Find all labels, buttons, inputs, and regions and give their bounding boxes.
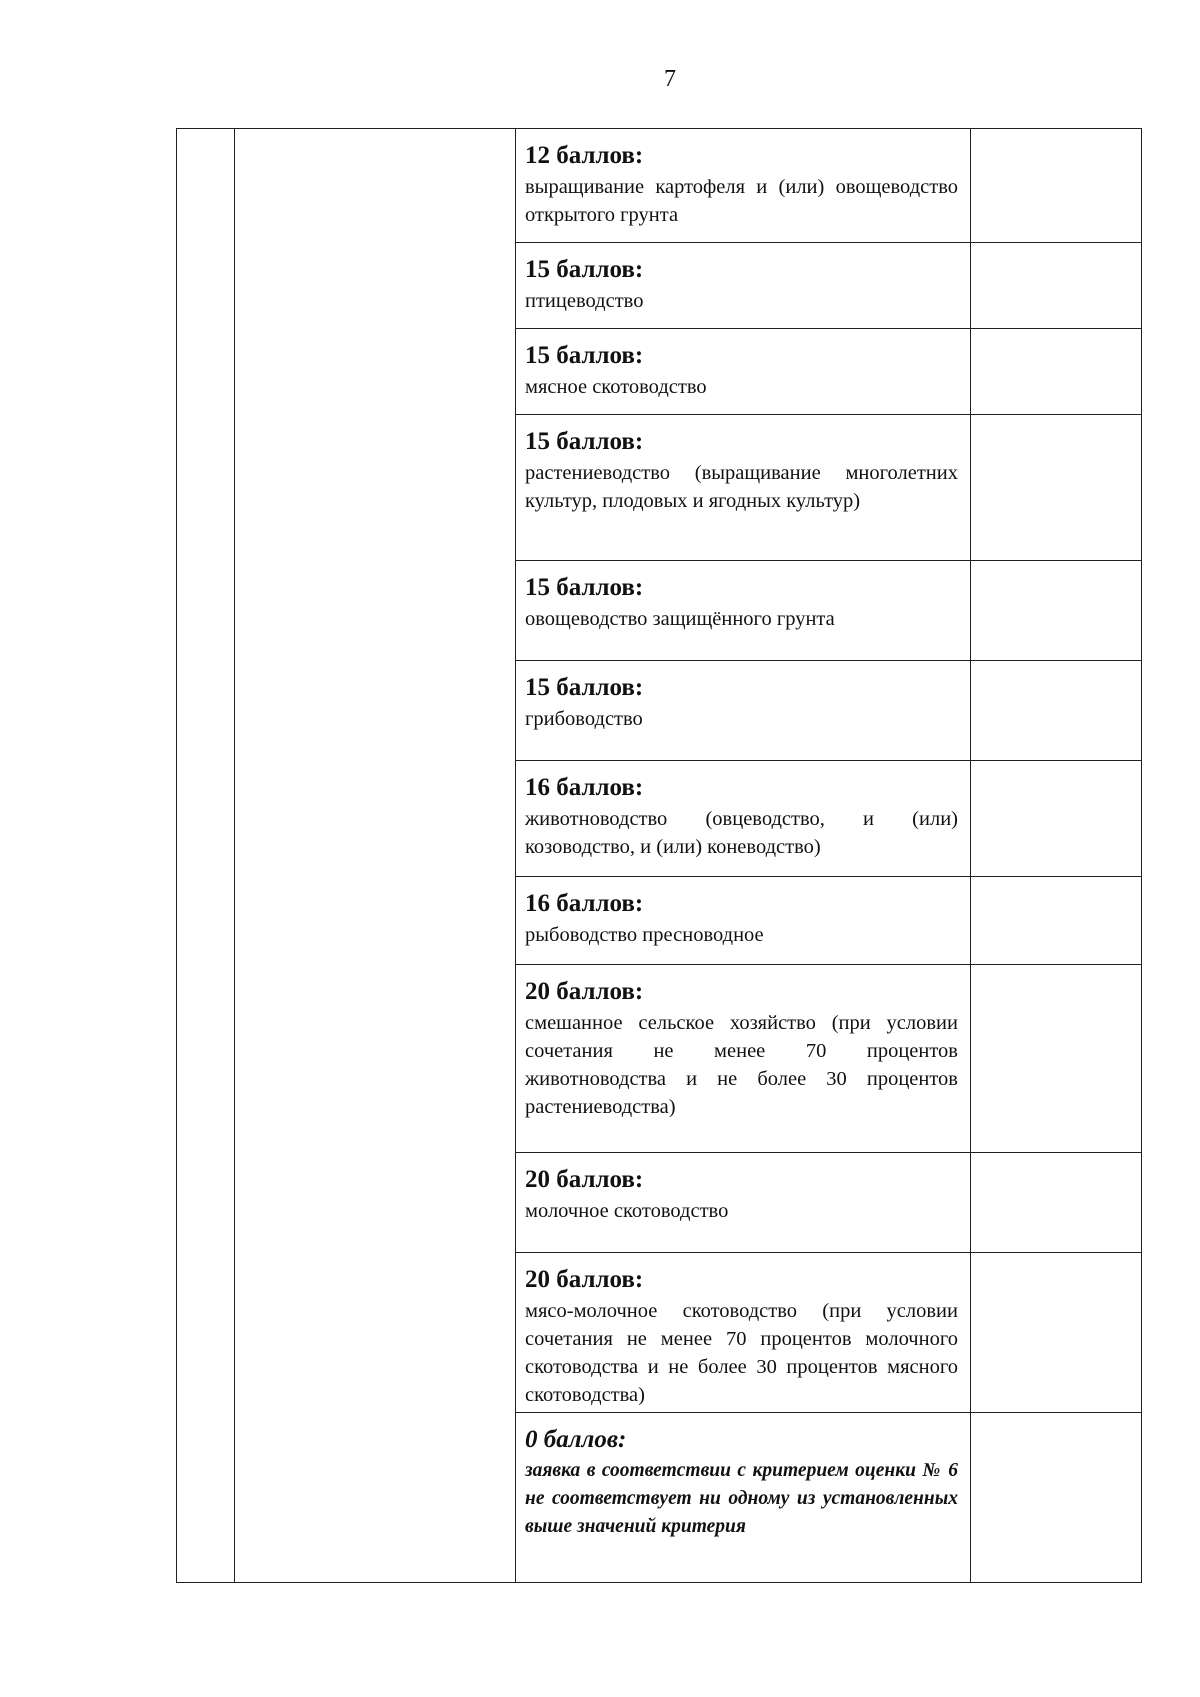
score-row xyxy=(515,415,1141,561)
score-row xyxy=(515,561,1141,661)
score-row xyxy=(515,965,1141,1153)
score-row xyxy=(515,129,1141,243)
score-description: рыбоводство пресноводное xyxy=(525,924,764,946)
score-heading: 15 баллов: xyxy=(525,428,644,455)
score-rows xyxy=(515,129,1141,1582)
score-description: мясное скотоводство xyxy=(525,376,707,398)
score-description: молочное скотоводство xyxy=(525,1200,729,1222)
score-description: грибоводство xyxy=(525,708,643,730)
score-heading: 15 баллов: xyxy=(525,342,644,369)
score-description: птицеводство xyxy=(525,290,644,312)
score-row xyxy=(515,661,1141,761)
score-description: смешанное сельское хозяйство (при условии сочетания не менее 70 процентов животноводства и не более 30 процентов растениеводства) xyxy=(525,1012,958,1118)
score-heading: 20 баллов: xyxy=(525,1166,644,1193)
score-description: выращивание картофеля и (или) овощеводство открытого грунта xyxy=(525,176,958,226)
criteria-table xyxy=(176,128,1142,1583)
score-row xyxy=(515,1253,1141,1413)
score-row xyxy=(515,877,1141,965)
score-row xyxy=(515,1413,1141,1581)
page-number: 7 xyxy=(664,66,676,92)
score-description: мясо-молочное скотоводство (при условии сочетания не менее 70 процентов молочного скотоводства и не более 30 процентов мясного скотоводства) xyxy=(525,1300,958,1406)
score-heading: 16 баллов: xyxy=(525,774,644,801)
score-heading: 0 баллов: xyxy=(525,1426,627,1453)
score-description: заявка в соответствии с критерием оценки № 6 не соответствует ни одному из установленных выше значений критерия xyxy=(525,1460,958,1537)
score-heading: 20 баллов: xyxy=(525,1266,644,1293)
score-heading: 20 баллов: xyxy=(525,978,644,1005)
score-row xyxy=(515,243,1141,329)
score-heading: 15 баллов: xyxy=(525,574,644,601)
score-heading: 15 баллов: xyxy=(525,256,644,283)
column-divider xyxy=(234,129,235,1582)
score-heading: 12 баллов: xyxy=(525,142,644,169)
score-description: овощеводство защищённого грунта xyxy=(525,608,835,630)
score-row xyxy=(515,761,1141,877)
score-description: растениеводство (выращивание многолетних культур, плодовых и ягодных культур) xyxy=(525,462,958,512)
score-row xyxy=(515,329,1141,415)
score-heading: 15 баллов: xyxy=(525,674,644,701)
score-description: животноводство (овцеводство, и (или) козоводство, и (или) коневодство) xyxy=(525,808,958,858)
score-heading: 16 баллов: xyxy=(525,890,644,917)
score-row xyxy=(515,1153,1141,1253)
